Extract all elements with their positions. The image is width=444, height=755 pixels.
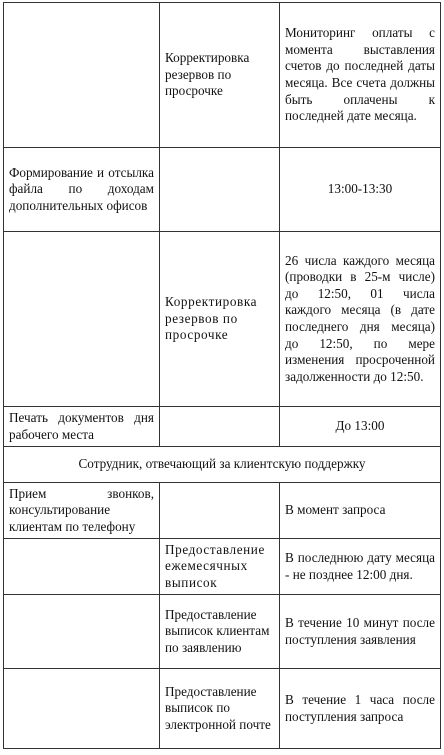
table-row [4, 595, 441, 669]
action-cell: Предоставление выписок клиентам по заявлению [160, 595, 280, 669]
table-row [4, 3, 441, 148]
table-row [4, 407, 441, 447]
task-cell: Прием звонков, консультирование клиентам по телефону [4, 483, 160, 539]
action-cell: Предоставление выписок по электронной почте [160, 669, 280, 749]
section-heading: Сотрудник, отвечающий за клиентскую поддержку [4, 447, 441, 483]
table-row [4, 669, 441, 749]
action-cell [160, 407, 280, 447]
deadline-cell: В течение 1 часа после поступления запроса [280, 669, 441, 749]
task-cell [4, 669, 160, 749]
deadline-cell: Мониторинг оплаты с момента выставления счетов до последней даты месяца. Все счета должны быть оплачены к последней дате месяца. [280, 3, 441, 148]
deadline-cell: В течение 10 минут после поступления заявления [280, 595, 441, 669]
table-row [4, 232, 441, 407]
deadline-cell: В момент запроса [280, 483, 441, 539]
task-cell [4, 232, 160, 407]
deadline-cell: 13:00-13:30 [280, 148, 441, 232]
table-row [4, 148, 441, 232]
task-cell [4, 595, 160, 669]
table-row [4, 483, 441, 539]
action-cell: Предоставление ежемесячных выписок [160, 539, 280, 595]
deadline-cell: До 13:00 [280, 407, 441, 447]
section-row [4, 447, 441, 483]
task-cell: Формирование и отсылка файла по доходам дополнительных офисов [4, 148, 160, 232]
task-cell: Печать документов дня рабочего места [4, 407, 160, 447]
table-row [4, 539, 441, 595]
deadline-cell: 26 числа каждого месяца (проводки в 25-м числе) до 12:50, 01 числа каждого месяца (в дате последнего дня месяца) до 12:50, по мере изменения просроченной задолженности до 12:50. [280, 232, 441, 407]
schedule-table [3, 2, 441, 749]
action-cell: Корректировка резервов по просрочке [160, 3, 280, 148]
action-cell [160, 148, 280, 232]
action-cell [160, 483, 280, 539]
task-cell [4, 539, 160, 595]
task-cell [4, 3, 160, 148]
action-cell: Корректировка резервов по просрочке [160, 232, 280, 407]
deadline-cell: В последнюю дату месяца - не позднее 12:00 дня. [280, 539, 441, 595]
